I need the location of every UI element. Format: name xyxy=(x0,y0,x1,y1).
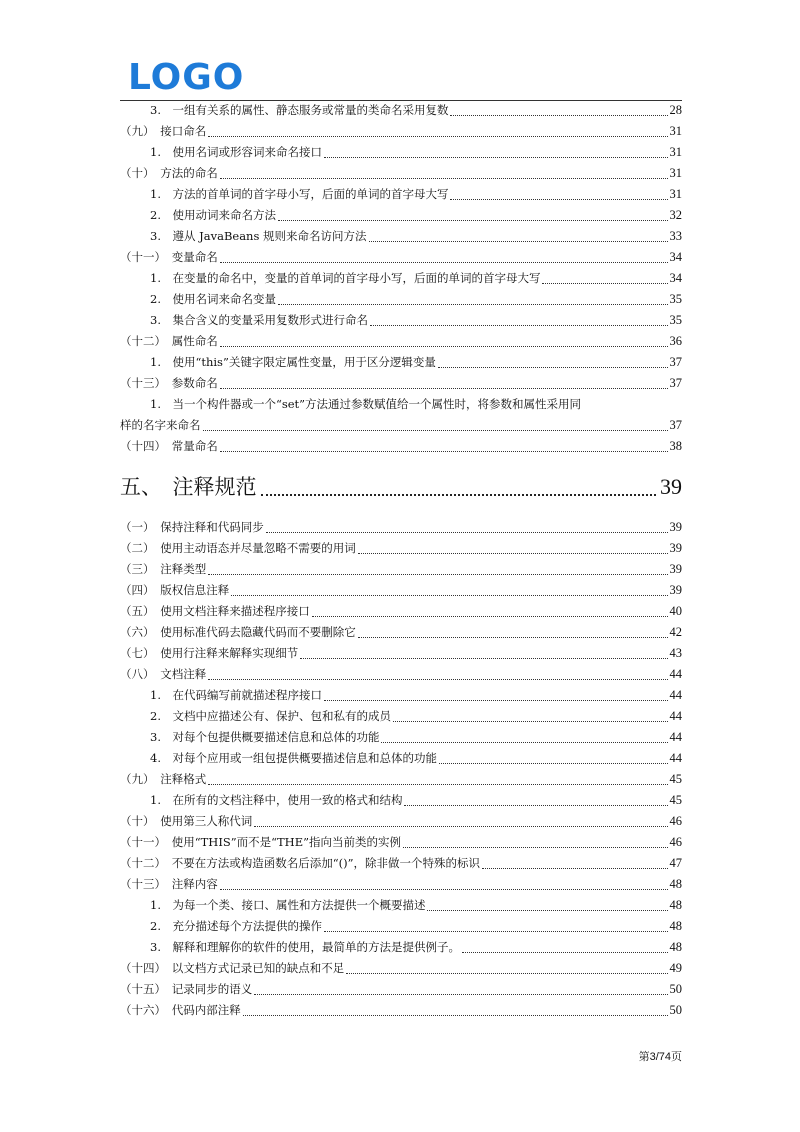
toc-leader-dots xyxy=(278,303,668,305)
toc-page-number: 40 xyxy=(669,604,682,618)
toc-leader-dots xyxy=(266,531,668,533)
toc-entry[interactable] xyxy=(120,205,682,226)
toc-leader-dots xyxy=(208,783,667,785)
toc-entry-text: （一） 保持注释和代码同步 xyxy=(120,520,264,534)
toc-page-number: 36 xyxy=(669,334,682,348)
toc-entry[interactable] xyxy=(120,937,682,958)
toc-page-number: 28 xyxy=(669,103,682,117)
toc-entry-text-line1: 1. 当一个构件器或一个“set”方法通过参数赋值给一个属性时，将参数和属性采用同 xyxy=(150,397,582,411)
toc-leader-dots xyxy=(450,198,667,200)
toc-page-number: 43 xyxy=(669,646,682,660)
toc-leader-dots xyxy=(243,1014,668,1016)
toc-leader-dots xyxy=(254,825,667,827)
toc-entry[interactable] xyxy=(120,916,682,937)
toc-entry[interactable] xyxy=(120,727,682,748)
toc-entry-text: （十六） 代码内部注释 xyxy=(120,1003,241,1017)
toc-entry-text: 3. 遵从 JavaBeans 规则来命名访问方法 xyxy=(150,229,367,243)
page-number-footer: 第3/74页 xyxy=(638,1051,682,1063)
toc-entry-text: （十二） 不要在方法或构造函数名后添加“()”，除非做一个特殊的标识 xyxy=(120,856,480,870)
toc-leader-dots xyxy=(393,720,668,722)
toc-page-number: 39 xyxy=(669,583,682,597)
toc-page-number: 45 xyxy=(669,793,682,807)
toc-entry[interactable] xyxy=(120,790,682,811)
toc-entry-text: （十四） 以文档方式记录已知的缺点和不足 xyxy=(120,961,345,975)
toc-chapter-title: 五、 注释规范 xyxy=(120,475,257,499)
toc-entry-text: 1. 使用名词或形容词来命名接口 xyxy=(150,145,322,159)
toc-leader-dots xyxy=(438,366,668,368)
toc-page-number: 46 xyxy=(669,835,682,849)
toc-entry-text: 3. 解释和理解你的软件的使用，最简单的方法是提供例子。 xyxy=(150,940,460,954)
toc-entry-text: 2. 充分描述每个方法提供的操作 xyxy=(150,919,322,933)
toc-entry[interactable] xyxy=(120,268,682,289)
toc-page-number: 50 xyxy=(669,1003,682,1017)
toc-entry[interactable] xyxy=(120,643,682,664)
toc-entry[interactable] xyxy=(120,664,682,685)
toc-entry-text: （十一） 变量命名 xyxy=(120,250,218,264)
toc-leader-dots xyxy=(220,888,668,890)
toc-leader-dots xyxy=(300,657,667,659)
toc-leader-dots xyxy=(358,552,668,554)
toc-entry-text: 1. 在所有的文档注释中，使用一致的格式和结构 xyxy=(150,793,403,807)
toc-entry[interactable] xyxy=(120,184,682,205)
toc-leader-dots xyxy=(346,972,667,974)
toc-entry[interactable] xyxy=(120,874,682,895)
toc-entry[interactable] xyxy=(120,748,682,769)
toc-entry-text: （十三） 注释内容 xyxy=(120,877,218,891)
toc-entry-text: （六） 使用标准代码去隐藏代码而不要删除它 xyxy=(120,625,356,639)
toc-leader-dots xyxy=(278,219,668,221)
toc-leader-dots xyxy=(369,240,668,242)
toc-page-number: 49 xyxy=(669,961,682,975)
toc-page-number: 31 xyxy=(669,187,682,201)
toc-page-number: 44 xyxy=(669,667,682,681)
toc-leader-dots xyxy=(370,324,668,326)
toc-page-number: 37 xyxy=(669,376,682,390)
toc-leader-dots xyxy=(203,429,668,431)
toc-leader-dots xyxy=(403,846,668,848)
toc-entry[interactable] xyxy=(120,352,682,373)
toc-entry[interactable] xyxy=(120,142,682,163)
toc-entry-text: 4. 对每个应用或一组包提供概要描述信息和总体的功能 xyxy=(150,751,437,765)
toc-entry[interactable] xyxy=(120,100,682,121)
toc-page-number: 31 xyxy=(669,145,682,159)
toc-entry-text: 2. 文档中应描述公有、保护、包和私有的成员 xyxy=(150,709,391,723)
toc-entry-text: （十三） 参数命名 xyxy=(120,376,218,390)
toc-entry-text: （四） 版权信息注释 xyxy=(120,583,230,597)
toc-page-number: 48 xyxy=(669,940,682,954)
toc-page-number: 33 xyxy=(669,229,682,243)
toc-entry-text: （五） 使用文档注释来描述程序接口 xyxy=(120,604,310,618)
toc-entry-text: 2. 使用名词来命名变量 xyxy=(150,292,276,306)
toc-entry-text: （十二） 属性命名 xyxy=(120,334,218,348)
toc-entry[interactable] xyxy=(120,832,682,853)
toc-entry-text: 3. 一组有关系的属性、静态服务或常量的类命名采用复数 xyxy=(150,103,449,117)
toc-page-number: 31 xyxy=(669,124,682,138)
toc-entry-text: （十一） 使用“THIS”而不是“THE”指向当前类的实例 xyxy=(120,835,401,849)
toc-page-number: 44 xyxy=(669,709,682,723)
toc-leader-dots xyxy=(324,699,668,701)
toc-page-number: 42 xyxy=(669,625,682,639)
toc-page-number: 37 xyxy=(669,355,682,369)
toc-entry-text: 1. 方法的首单词的首字母小写，后面的单词的首字母大写 xyxy=(150,187,449,201)
toc-leader-dots xyxy=(208,135,667,137)
toc-entry-text: 3. 对每个包提供概要描述信息和总体的功能 xyxy=(150,730,380,744)
toc-entry-text: （十） 使用第三人称代词 xyxy=(120,814,253,828)
toc-page-number: 45 xyxy=(669,772,682,786)
toc-entry-text: 1. 在代码编写前就描述程序接口 xyxy=(150,688,322,702)
toc-page-number: 35 xyxy=(669,292,682,306)
toc-entry[interactable] xyxy=(120,373,682,394)
toc-leader-dots xyxy=(254,993,667,995)
toc-page-number: 34 xyxy=(669,250,682,264)
toc-entry[interactable] xyxy=(120,979,682,1000)
toc-page-number: 38 xyxy=(669,439,682,453)
toc-leader-dots xyxy=(208,678,667,680)
toc-leader-dots xyxy=(358,636,668,638)
toc-page-number: 37 xyxy=(669,418,682,432)
toc-group-after xyxy=(120,517,682,1021)
toc-entry-text: （十） 方法的命名 xyxy=(120,166,218,180)
toc-entry[interactable] xyxy=(120,811,682,832)
toc-page-number: 39 xyxy=(669,541,682,555)
toc-entry-text: （九） 接口命名 xyxy=(120,124,207,138)
toc-entry[interactable] xyxy=(120,622,682,643)
toc-wrapped-entry[interactable] xyxy=(120,394,682,436)
toc-page-number: 35 xyxy=(669,313,682,327)
toc-page-number: 44 xyxy=(669,730,682,744)
toc-entry-text: （七） 使用行注释来解释实现细节 xyxy=(120,646,299,660)
toc-entry[interactable] xyxy=(120,121,682,142)
toc-entry[interactable] xyxy=(120,331,682,352)
toc-entry-text: 3. 集合含义的变量采用复数形式进行命名 xyxy=(150,313,368,327)
toc-leader-dots xyxy=(312,615,668,617)
toc-chapter-entry[interactable] xyxy=(120,457,682,517)
toc-chapter-page: 39 xyxy=(660,474,682,499)
toc-leader-dots xyxy=(220,177,668,179)
toc-entry-text: 2. 使用动词来命名方法 xyxy=(150,208,276,222)
toc-page-number: 48 xyxy=(669,919,682,933)
toc-entry[interactable] xyxy=(120,685,682,706)
toc-leader-dots xyxy=(324,156,668,158)
toc-page-number: 48 xyxy=(669,877,682,891)
toc-entry[interactable] xyxy=(120,769,682,790)
toc-leader-dots xyxy=(462,951,668,953)
toc-entry-text: （八） 文档注释 xyxy=(120,667,207,681)
toc-leader-dots xyxy=(231,594,667,596)
toc-page-number: 39 xyxy=(669,562,682,576)
toc-page-number: 48 xyxy=(669,898,682,912)
toc-entry[interactable] xyxy=(120,958,682,979)
toc-leader-dots xyxy=(427,909,667,911)
toc-entry-text: （三） 注释类型 xyxy=(120,562,207,576)
toc-leader-dots xyxy=(208,573,667,575)
toc-page-number: 47 xyxy=(669,856,682,870)
toc-page-number: 39 xyxy=(669,520,682,534)
toc-group-mid xyxy=(120,436,682,457)
toc-entry[interactable] xyxy=(120,436,682,457)
toc-page-number: 32 xyxy=(669,208,682,222)
toc-leader-dots xyxy=(220,345,668,347)
logo: LOGO xyxy=(128,57,245,98)
toc-entry[interactable] xyxy=(120,706,682,727)
toc-page-number: 50 xyxy=(669,982,682,996)
toc-entry[interactable] xyxy=(120,289,682,310)
table-of-contents xyxy=(120,100,682,1021)
toc-entry-text: 1. 在变量的命名中，变量的首单词的首字母小写，后面的单词的首字母大写 xyxy=(150,271,541,285)
toc-entry[interactable] xyxy=(120,226,682,247)
toc-leader-dots xyxy=(482,867,668,869)
toc-entry[interactable] xyxy=(120,163,682,184)
toc-entry[interactable] xyxy=(120,895,682,916)
toc-leader-dots xyxy=(439,762,668,764)
toc-page-number: 44 xyxy=(669,688,682,702)
toc-entry[interactable] xyxy=(120,559,682,580)
toc-page-number: 34 xyxy=(669,271,682,285)
toc-entry[interactable] xyxy=(120,1000,682,1021)
toc-entry[interactable] xyxy=(120,853,682,874)
toc-entry-text: （九） 注释格式 xyxy=(120,772,207,786)
toc-entry-text: （十四） 常量命名 xyxy=(120,439,218,453)
toc-entry[interactable] xyxy=(120,310,682,331)
toc-entry[interactable] xyxy=(120,517,682,538)
toc-leader-dots xyxy=(220,387,668,389)
toc-entry-text: （十五） 记录同步的语义 xyxy=(120,982,253,996)
toc-entry-text: 1. 使用“this”关键字限定属性变量，用于区分逻辑变量 xyxy=(150,355,436,369)
toc-page-number: 31 xyxy=(669,166,682,180)
toc-entry[interactable] xyxy=(120,601,682,622)
toc-leader-dots xyxy=(450,114,667,116)
toc-entry[interactable] xyxy=(120,247,682,268)
toc-page-number: 44 xyxy=(669,751,682,765)
toc-leader-dots xyxy=(261,493,657,496)
toc-page-number: 46 xyxy=(669,814,682,828)
toc-entry[interactable] xyxy=(120,580,682,601)
toc-group-before xyxy=(120,100,682,394)
toc-entry-text: 1. 为每一个类、接口、属性和方法提供一个概要描述 xyxy=(150,898,426,912)
toc-leader-dots xyxy=(404,804,667,806)
toc-leader-dots xyxy=(381,741,667,743)
toc-entry-text-line2: 样的名字来命名 xyxy=(120,418,201,432)
toc-entry[interactable] xyxy=(120,538,682,559)
toc-entry-text: （二） 使用主动语态并尽量忽略不需要的用词 xyxy=(120,541,356,555)
toc-leader-dots xyxy=(542,282,667,284)
toc-leader-dots xyxy=(220,450,668,452)
toc-leader-dots xyxy=(324,930,668,932)
toc-leader-dots xyxy=(220,261,668,263)
